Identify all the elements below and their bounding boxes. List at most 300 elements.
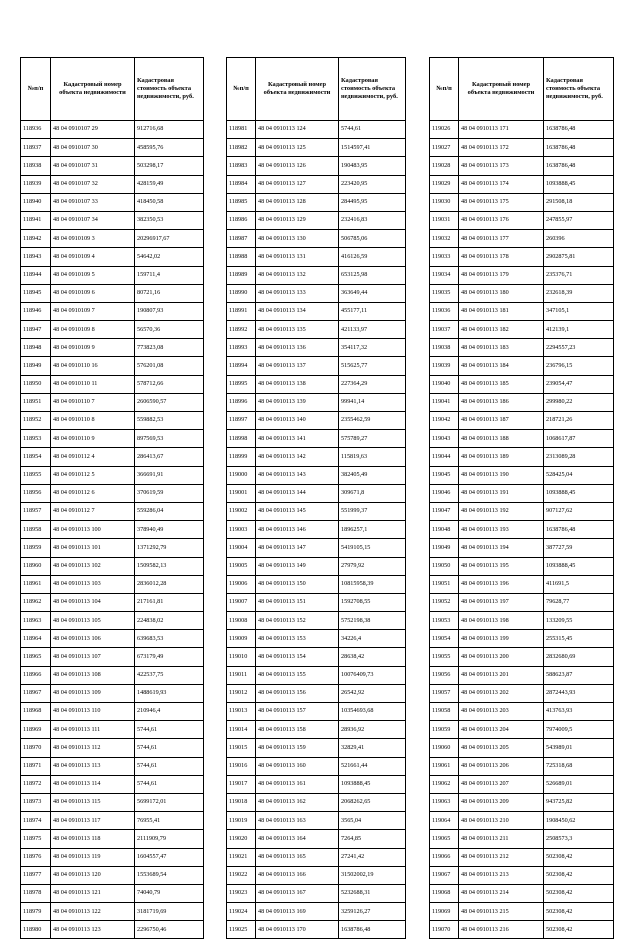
table-row <box>430 666 614 684</box>
cadastral-number: 48 04 0910113 103 <box>51 575 135 593</box>
table-row <box>227 812 406 830</box>
header-cadastral-cost: Кадастровая стоимость объекта недвижимости, руб. <box>544 58 614 121</box>
cadastral-number: 48 04 0910113 141 <box>256 430 339 448</box>
row-number: 118969 <box>21 721 51 739</box>
row-number: 118953 <box>21 430 51 448</box>
cadastral-cost: 10076409,73 <box>339 666 406 684</box>
table-row <box>227 830 406 848</box>
table-row <box>430 630 614 648</box>
cadastral-number: 48 04 0910113 115 <box>51 793 135 811</box>
row-number: 119041 <box>430 393 459 411</box>
cadastral-number: 48 04 0910113 192 <box>459 502 544 520</box>
cadastral-cost: 5699172,01 <box>135 793 204 811</box>
table-row <box>430 430 614 448</box>
cadastral-number: 48 04 0910113 114 <box>51 775 135 793</box>
row-number: 118977 <box>21 866 51 884</box>
row-number: 118938 <box>21 157 51 175</box>
table-row <box>430 139 614 157</box>
row-number: 119023 <box>227 884 256 902</box>
row-number: 118951 <box>21 393 51 411</box>
table-row <box>21 539 204 557</box>
cadastral-cost: 363649,44 <box>339 284 406 302</box>
cadastral-cost: 1638786,48 <box>544 121 614 139</box>
cadastral-number: 48 04 0910113 176 <box>459 211 544 229</box>
cadastral-number: 48 04 0910109 9 <box>51 339 135 357</box>
row-number: 119016 <box>227 757 256 775</box>
cadastral-number: 48 04 0910107 31 <box>51 157 135 175</box>
cadastral-number: 48 04 0910113 215 <box>459 903 544 921</box>
row-number: 118944 <box>21 266 51 284</box>
cadastral-number: 48 04 0910113 156 <box>256 684 339 702</box>
table-row <box>430 484 614 502</box>
cadastral-cost: 99941,14 <box>339 393 406 411</box>
cadastral-cost: 2832680,69 <box>544 648 614 666</box>
cadastral-cost: 526689,01 <box>544 775 614 793</box>
row-number: 119059 <box>430 721 459 739</box>
cadastral-number: 48 04 0910113 102 <box>51 557 135 575</box>
cadastral-number: 48 04 0910113 118 <box>51 830 135 848</box>
header-number: №п/п <box>227 58 256 121</box>
table-row <box>21 175 204 193</box>
cadastral-cost: 502308,42 <box>544 866 614 884</box>
row-number: 119046 <box>430 484 459 502</box>
cadastral-number: 48 04 0910113 184 <box>459 357 544 375</box>
row-number: 118985 <box>227 193 256 211</box>
cadastral-number: 48 04 0910112 5 <box>51 466 135 484</box>
table-row <box>430 339 614 357</box>
cadastral-cost: 1638786,48 <box>339 921 406 939</box>
cadastral-number: 48 04 0910109 5 <box>51 266 135 284</box>
cadastral-cost: 217161,81 <box>135 593 204 611</box>
cadastral-number: 48 04 0910113 151 <box>256 593 339 611</box>
cadastral-cost: 458595,76 <box>135 139 204 157</box>
header-cadastral-number: Кадастровый номер объекта недвижимости <box>256 58 339 121</box>
table-row <box>227 884 406 902</box>
table-row <box>227 630 406 648</box>
header-number: №п/п <box>430 58 459 121</box>
table-row <box>21 430 204 448</box>
row-number: 118965 <box>21 648 51 666</box>
cadastral-cost: 291508,18 <box>544 193 614 211</box>
cadastral-number: 48 04 0910113 167 <box>256 884 339 902</box>
cadastral-number: 48 04 0910113 101 <box>51 539 135 557</box>
row-number: 119035 <box>430 284 459 302</box>
row-number: 118959 <box>21 539 51 557</box>
table-row <box>21 666 204 684</box>
row-number: 119008 <box>227 612 256 630</box>
cadastral-number: 48 04 0910113 149 <box>256 557 339 575</box>
cadastral-number: 48 04 0910110 11 <box>51 375 135 393</box>
cadastral-cost: 2872443,93 <box>544 684 614 702</box>
cadastral-number: 48 04 0910113 160 <box>256 757 339 775</box>
row-number: 119026 <box>430 121 459 139</box>
row-number: 119053 <box>430 612 459 630</box>
cadastral-number: 48 04 0910113 121 <box>51 884 135 902</box>
cadastral-cost: 2111909,79 <box>135 830 204 848</box>
cadastral-cost: 26542,92 <box>339 684 406 702</box>
table-row <box>227 575 406 593</box>
row-number: 119001 <box>227 484 256 502</box>
table-row <box>21 248 204 266</box>
table-row <box>430 721 614 739</box>
cadastral-number: 48 04 0910113 144 <box>256 484 339 502</box>
table-row <box>227 648 406 666</box>
row-number: 118995 <box>227 375 256 393</box>
cadastral-number: 48 04 0910113 112 <box>51 739 135 757</box>
cadastral-cost: 2294557,23 <box>544 339 614 357</box>
cadastral-cost: 27979,92 <box>339 557 406 575</box>
table-row <box>21 739 204 757</box>
table-row <box>227 121 406 139</box>
row-number: 118939 <box>21 175 51 193</box>
row-number: 119044 <box>430 448 459 466</box>
table-row <box>21 484 204 502</box>
cadastral-cost: 503298,17 <box>135 157 204 175</box>
cadastral-cost: 907127,62 <box>544 502 614 520</box>
cadastral-cost: 20296917,67 <box>135 230 204 248</box>
table-row <box>21 721 204 739</box>
table-row <box>227 175 406 193</box>
cadastral-number: 48 04 0910113 152 <box>256 612 339 630</box>
row-number: 118986 <box>227 211 256 229</box>
cadastral-number: 48 04 0910113 197 <box>459 593 544 611</box>
cadastral-number: 48 04 0910109 4 <box>51 248 135 266</box>
table-row <box>21 448 204 466</box>
cadastral-cost: 653125,98 <box>339 266 406 284</box>
cadastral-number: 48 04 0910113 211 <box>459 830 544 848</box>
table-row <box>430 266 614 284</box>
cadastral-cost: 309671,8 <box>339 484 406 502</box>
cadastral-cost: 387727,59 <box>544 539 614 557</box>
row-number: 119036 <box>430 302 459 320</box>
row-number: 119045 <box>430 466 459 484</box>
row-number: 118963 <box>21 612 51 630</box>
cadastral-cost: 255315,45 <box>544 630 614 648</box>
row-number: 119025 <box>227 921 256 939</box>
cadastral-number: 48 04 0910113 120 <box>51 866 135 884</box>
table-row <box>21 139 204 157</box>
table-row <box>21 266 204 284</box>
table-header-row <box>227 58 406 121</box>
cadastral-number: 48 04 0910113 124 <box>256 121 339 139</box>
cadastral-number: 48 04 0910113 201 <box>459 666 544 684</box>
cadastral-number: 48 04 0910113 158 <box>256 721 339 739</box>
table-row <box>430 230 614 248</box>
row-number: 119003 <box>227 521 256 539</box>
row-number: 119017 <box>227 775 256 793</box>
cadastral-number: 48 04 0910113 205 <box>459 739 544 757</box>
cadastral-cost: 3259126,27 <box>339 903 406 921</box>
cadastral-number: 48 04 0910112 6 <box>51 484 135 502</box>
cadastral-number: 48 04 0910113 155 <box>256 666 339 684</box>
cadastral-number: 48 04 0910113 130 <box>256 230 339 248</box>
table-row <box>430 557 614 575</box>
table-row <box>430 612 614 630</box>
table-row <box>430 393 614 411</box>
table-header-row <box>430 58 614 121</box>
row-number: 119020 <box>227 830 256 848</box>
table-row <box>430 575 614 593</box>
cadastral-number: 48 04 0910113 198 <box>459 612 544 630</box>
cadastral-number: 48 04 0910112 4 <box>51 448 135 466</box>
table-row <box>21 630 204 648</box>
cadastral-cost: 2313089,28 <box>544 448 614 466</box>
row-number: 119065 <box>430 830 459 848</box>
row-number: 118936 <box>21 121 51 139</box>
cadastral-cost: 133209,55 <box>544 612 614 630</box>
table-row <box>227 703 406 721</box>
row-number: 118954 <box>21 448 51 466</box>
cadastral-cost: 1638786,48 <box>544 157 614 175</box>
cadastral-number: 48 04 0910113 105 <box>51 612 135 630</box>
table-row <box>430 830 614 848</box>
table-row <box>430 284 614 302</box>
cadastral-number: 48 04 0910113 157 <box>256 703 339 721</box>
cadastral-number: 48 04 0910107 32 <box>51 175 135 193</box>
table-row <box>430 848 614 866</box>
row-number: 118961 <box>21 575 51 593</box>
row-number: 119049 <box>430 539 459 557</box>
cadastral-cost: 1514597,41 <box>339 139 406 157</box>
row-number: 118984 <box>227 175 256 193</box>
cadastral-number: 48 04 0910113 142 <box>256 448 339 466</box>
cadastral-number: 48 04 0910113 109 <box>51 684 135 702</box>
cadastral-cost: 382405,49 <box>339 466 406 484</box>
table-row <box>430 884 614 902</box>
row-number: 119038 <box>430 339 459 357</box>
cadastral-number: 48 04 0910113 196 <box>459 575 544 593</box>
cadastral-number: 48 04 0910113 129 <box>256 211 339 229</box>
cadastral-cost: 74040,79 <box>135 884 204 902</box>
row-number: 118952 <box>21 412 51 430</box>
cadastral-cost: 1896257,1 <box>339 521 406 539</box>
table-row <box>21 848 204 866</box>
row-number: 118992 <box>227 321 256 339</box>
cadastral-cost: 159711,4 <box>135 266 204 284</box>
table-row <box>430 211 614 229</box>
table-row <box>227 339 406 357</box>
cadastral-number: 48 04 0910113 206 <box>459 757 544 775</box>
table-row <box>21 812 204 830</box>
row-number: 119018 <box>227 793 256 811</box>
cadastral-number: 48 04 0910113 140 <box>256 412 339 430</box>
row-number: 119033 <box>430 248 459 266</box>
table-row <box>227 721 406 739</box>
table-row <box>21 339 204 357</box>
cadastral-cost: 1093888,45 <box>544 175 614 193</box>
cadastral-cost: 223420,95 <box>339 175 406 193</box>
cadastral-cost: 56570,36 <box>135 321 204 339</box>
table-row <box>21 157 204 175</box>
row-number: 118957 <box>21 502 51 520</box>
row-number: 119055 <box>430 648 459 666</box>
cadastral-cost: 1592708,55 <box>339 593 406 611</box>
cadastral-cost: 502308,42 <box>544 884 614 902</box>
table-row <box>21 521 204 539</box>
row-number: 118980 <box>21 921 51 939</box>
cadastral-cost: 286413,67 <box>135 448 204 466</box>
cadastral-number: 48 04 0910113 166 <box>256 866 339 884</box>
cadastral-number: 48 04 0910113 209 <box>459 793 544 811</box>
cadastral-cost: 1068617,87 <box>544 430 614 448</box>
table-row <box>430 648 614 666</box>
cadastral-cost: 378940,49 <box>135 521 204 539</box>
cadastral-number: 48 04 0910107 30 <box>51 139 135 157</box>
header-number: №п/п <box>21 58 51 121</box>
row-number: 118970 <box>21 739 51 757</box>
cadastral-number: 48 04 0910113 169 <box>256 903 339 921</box>
cadastral-cost: 528425,04 <box>544 466 614 484</box>
cadastral-cost: 559286,04 <box>135 502 204 520</box>
row-number: 118987 <box>227 230 256 248</box>
row-number: 118989 <box>227 266 256 284</box>
cadastral-number: 48 04 0910113 188 <box>459 430 544 448</box>
table-row <box>227 502 406 520</box>
row-number: 119010 <box>227 648 256 666</box>
row-number: 119037 <box>430 321 459 339</box>
row-number: 119029 <box>430 175 459 193</box>
table-row <box>227 539 406 557</box>
table-row <box>21 412 204 430</box>
row-number: 119062 <box>430 775 459 793</box>
cadastral-number: 48 04 0910113 132 <box>256 266 339 284</box>
cadastral-cost: 115819,63 <box>339 448 406 466</box>
cadastral-cost: 639683,53 <box>135 630 204 648</box>
cadastral-number: 48 04 0910113 122 <box>51 903 135 921</box>
table-row <box>21 393 204 411</box>
table-row <box>430 593 614 611</box>
table-row <box>430 539 614 557</box>
table-row <box>430 248 614 266</box>
row-number: 118973 <box>21 793 51 811</box>
cadastral-cost: 575789,27 <box>339 430 406 448</box>
row-number: 118997 <box>227 412 256 430</box>
row-number: 119006 <box>227 575 256 593</box>
table-row <box>21 121 204 139</box>
cadastral-table-2 <box>226 57 406 939</box>
cadastral-number: 48 04 0910113 177 <box>459 230 544 248</box>
row-number: 118942 <box>21 230 51 248</box>
cadastral-cost: 502308,42 <box>544 921 614 939</box>
table-row <box>21 575 204 593</box>
row-number: 119047 <box>430 502 459 520</box>
row-number: 119024 <box>227 903 256 921</box>
row-number: 119002 <box>227 502 256 520</box>
table-row <box>430 812 614 830</box>
table-row <box>227 757 406 775</box>
table-row <box>430 775 614 793</box>
cadastral-cost: 421133,97 <box>339 321 406 339</box>
table-row <box>227 684 406 702</box>
cadastral-cost: 1908450,62 <box>544 812 614 830</box>
header-cadastral-cost: Кадастровая стоимость объекта недвижимости, руб. <box>339 58 406 121</box>
table-row <box>227 793 406 811</box>
cadastral-number: 48 04 0910113 199 <box>459 630 544 648</box>
row-number: 118975 <box>21 830 51 848</box>
table-row <box>21 866 204 884</box>
cadastral-number: 48 04 0910113 136 <box>256 339 339 357</box>
cadastral-number: 48 04 0910113 178 <box>459 248 544 266</box>
table-row <box>430 684 614 702</box>
row-number: 118964 <box>21 630 51 648</box>
cadastral-cost: 3181719,69 <box>135 903 204 921</box>
cadastral-cost: 239054,47 <box>544 375 614 393</box>
cadastral-cost: 725318,68 <box>544 757 614 775</box>
cadastral-cost: 227364,29 <box>339 375 406 393</box>
cadastral-number: 48 04 0910113 194 <box>459 539 544 557</box>
table-row <box>21 903 204 921</box>
table-row <box>21 757 204 775</box>
cadastral-cost: 1093888,45 <box>544 484 614 502</box>
cadastral-cost: 521661,44 <box>339 757 406 775</box>
cadastral-cost: 559882,53 <box>135 412 204 430</box>
cadastral-cost: 416126,59 <box>339 248 406 266</box>
table-row <box>430 193 614 211</box>
row-number: 119009 <box>227 630 256 648</box>
table-row <box>21 648 204 666</box>
cadastral-cost: 28638,42 <box>339 648 406 666</box>
table-row <box>227 866 406 884</box>
table-row <box>21 466 204 484</box>
cadastral-number: 48 04 0910113 180 <box>459 284 544 302</box>
cadastral-cost: 76955,41 <box>135 812 204 830</box>
cadastral-cost: 5744,61 <box>135 739 204 757</box>
cadastral-cost: 588623,87 <box>544 666 614 684</box>
row-number: 118979 <box>21 903 51 921</box>
table-row <box>430 121 614 139</box>
cadastral-number: 48 04 0910113 200 <box>459 648 544 666</box>
row-number: 119022 <box>227 866 256 884</box>
table-row <box>227 393 406 411</box>
cadastral-cost: 5232688,31 <box>339 884 406 902</box>
row-number: 118988 <box>227 248 256 266</box>
cadastral-number: 48 04 0910113 153 <box>256 630 339 648</box>
cadastral-cost: 34226,4 <box>339 630 406 648</box>
row-number: 119039 <box>430 357 459 375</box>
row-number: 119063 <box>430 793 459 811</box>
cadastral-cost: 354117,32 <box>339 339 406 357</box>
row-number: 119057 <box>430 684 459 702</box>
table-row <box>21 684 204 702</box>
table-row <box>21 830 204 848</box>
row-number: 119021 <box>227 848 256 866</box>
cadastral-cost: 543989,01 <box>544 739 614 757</box>
cadastral-number: 48 04 0910113 107 <box>51 648 135 666</box>
cadastral-cost: 502308,42 <box>544 848 614 866</box>
cadastral-number: 48 04 0910113 165 <box>256 848 339 866</box>
row-number: 119034 <box>430 266 459 284</box>
table-row <box>21 557 204 575</box>
row-number: 119060 <box>430 739 459 757</box>
cadastral-cost: 2902875,81 <box>544 248 614 266</box>
cadastral-cost: 455177,11 <box>339 302 406 320</box>
cadastral-number: 48 04 0910113 138 <box>256 375 339 393</box>
table-row <box>21 703 204 721</box>
cadastral-number: 48 04 0910113 133 <box>256 284 339 302</box>
row-number: 119050 <box>430 557 459 575</box>
cadastral-cost: 506785,06 <box>339 230 406 248</box>
row-number: 119061 <box>430 757 459 775</box>
cadastral-number: 48 04 0910113 159 <box>256 739 339 757</box>
cadastral-cost: 2296750,46 <box>135 921 204 939</box>
cadastral-cost: 578712,66 <box>135 375 204 393</box>
table-row <box>430 757 614 775</box>
table-row <box>227 593 406 611</box>
table-header-row <box>21 58 204 121</box>
table-row <box>227 448 406 466</box>
cadastral-number: 48 04 0910113 173 <box>459 157 544 175</box>
row-number: 118999 <box>227 448 256 466</box>
